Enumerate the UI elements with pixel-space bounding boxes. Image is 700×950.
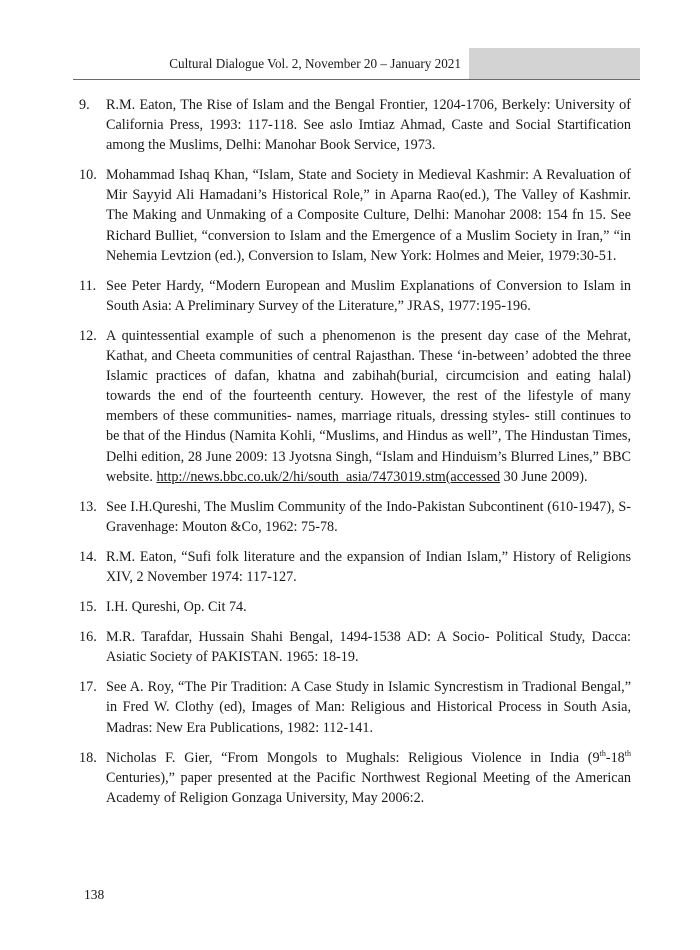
- endnote-12: [79, 326, 631, 487]
- endnote-text-tail: 30 June 2009).: [500, 468, 588, 485]
- page-number: 138: [84, 887, 105, 902]
- endnote-13: [79, 497, 631, 537]
- running-header: [73, 48, 640, 80]
- endnote-text: Nicholas F. Gier, “From Mongols to Mughals: Religious Violence in India (9: [106, 749, 600, 766]
- endnote-text: See I.H.Qureshi, The Muslim Community of the Indo-Pakistan Subcontinent (610-1947), S-Gravenhage: Mouton &Co, 1962: 75-78.: [106, 498, 631, 535]
- ordinal-superscript: th: [624, 748, 631, 758]
- endnote-16: [79, 627, 631, 667]
- header-shaded-block: [469, 48, 640, 79]
- endnote-text: R.M. Eaton, “Sufi folk literature and the expansion of Indian Islam,” History of Religions XIV, 2 November 1974: 117-127.: [106, 548, 631, 585]
- endnote-number: 10.: [79, 167, 97, 184]
- journal-title: Cultural Dialogue Vol. 2, November 20 – January 2021: [169, 56, 461, 71]
- endnote-number: 18.: [79, 749, 97, 766]
- bbc-link[interactable]: http://news.bbc.co.uk/2/hi/south_asia/7473019.stm(accessed: [156, 468, 501, 485]
- endnote-11: [79, 276, 631, 316]
- endnote-9: [79, 95, 631, 155]
- ordinal-superscript: th: [599, 748, 606, 758]
- endnote-text: See Peter Hardy, “Modern European and Muslim Explanations of Conversion to Islam in South Asia: A Preliminary Survey of the Literature,” JRAS, 1977:195-196.: [106, 277, 631, 314]
- endnote-number: 13.: [79, 498, 97, 515]
- endnote-number: 14.: [79, 548, 97, 565]
- endnote-text: Mohammad Ishaq Khan, “Islam, State and Society in Medieval Kashmir: A Revaluation of Mir Sayyid Ali Hamadani’s Historical Role,” in Aparna Rao(ed.), The Valley of Kashmir. The Making and Unmaking of a Composite Culture, Delhi: Manohar 2008: 154 fn 15. See Richard Bulliet, “conversion to Islam and the Emergence of a Muslim Society in Iran,” “in Nehemia Levtzion (ed.), Conversion to Islam, New York: Holmes and Meier, 1979:30-51.: [106, 167, 631, 264]
- endnote-text: See A. Roy, “The Pir Tradition: A Case Study in Islamic Syncrestism in Tradional Bengal,” in Fred W. Clothy (ed), Images of Man: Religious and Historical Process in South Asia, Madras: New Era Publications, 1982: 112-141.: [106, 679, 631, 736]
- endnote-text: Centuries),” paper presented at the Pacific Northwest Regional Meeting of the American Academy of Religion Gonzaga University, May 2006:2.: [106, 769, 631, 806]
- endnote-15: [79, 597, 631, 617]
- endnote-text: M.R. Tarafdar, Hussain Shahi Bengal, 1494-1538 AD: A Socio- Political Study, Dacca: Asiatic Society of PAKISTAN. 1965: 18-19.: [106, 629, 631, 666]
- endnote-17: [79, 677, 631, 737]
- endnote-text: R.M. Eaton, The Rise of Islam and the Bengal Frontier, 1204-1706, Berkely: University of California Press, 1993: 117-118. See aslo Imtiaz Ahmad, Caste and Social Startification among the Muslims, Delhi: Manohar Book Service, 1973.: [106, 97, 631, 154]
- endnote-18: [79, 748, 631, 808]
- endnote-number: 15.: [79, 599, 97, 616]
- endnote-text: -18: [605, 749, 625, 766]
- endnote-number: 9.: [79, 97, 90, 113]
- endnote-14: [79, 547, 631, 587]
- endnote-text: A quintessential example of such a phenomenon is the present day case of the Mehrat, Kathat, and Cheeta communities of central Rajasthan. These ‘in-between’ adobted the three Islamic practices of dafan, khatna and zabihah(burial, circumcision and eating halal) towards the end of the fourteenth century. However, the rest of the lifestyle of many members of these communities- names, marriage rituals, dressing styles- still continues to be that of the Hindus (Namita Kohli, “Muslims, and Hindus as well”, The Hindustan Times, Delhi edition, 28 June 2009: 13 Jyotsna Singh, “Islam and Hinduism’s Blurred Lines,” BBC website.: [106, 327, 631, 485]
- endnote-number: 16.: [79, 629, 97, 646]
- endnote-number: 11.: [79, 277, 97, 294]
- endnote-10: [79, 165, 631, 265]
- endnote-number: 17.: [79, 679, 97, 696]
- endnote-text: I.H. Qureshi, Op. Cit 74.: [106, 599, 247, 616]
- endnotes-list: [79, 95, 631, 818]
- endnote-number: 12.: [79, 327, 97, 344]
